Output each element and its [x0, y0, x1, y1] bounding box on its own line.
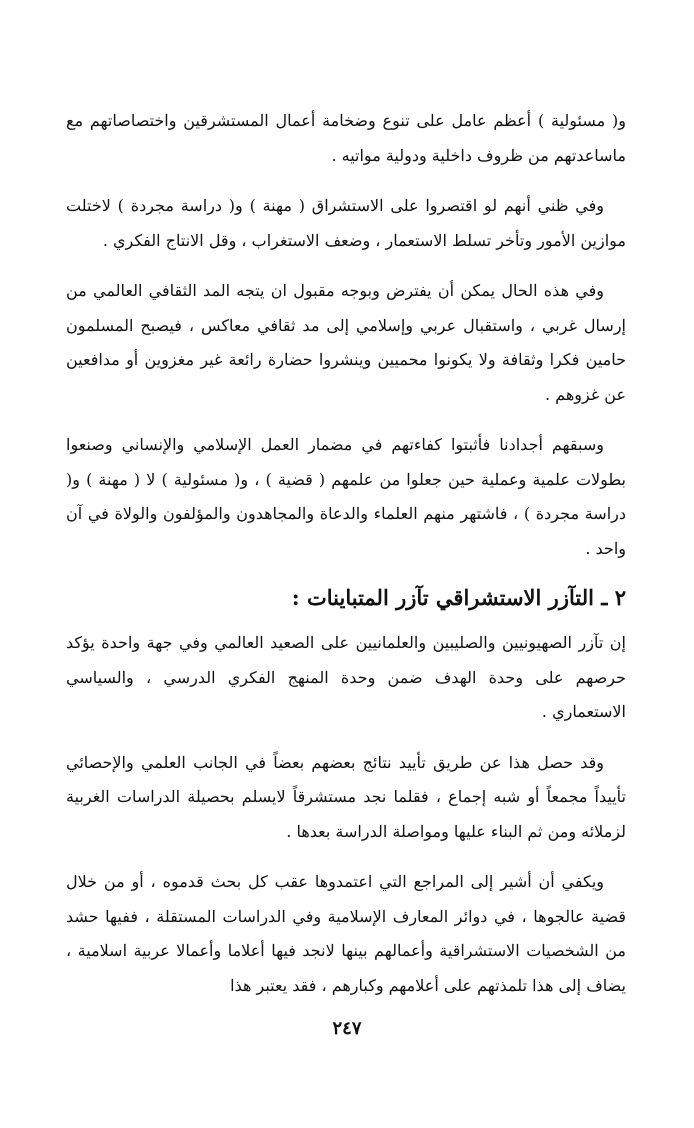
paragraph-1: و( مسئولية ) أعظم عامل على تنوع وضخامة أعمال المستشرقين واختصاصاتهم مع ماساعدتهم من ظروف داخلية ودولية مواتيه .	[66, 111, 626, 165]
paragraph-7: ويكفي أن أشير إلى المراجع التي اعتمدوها عقب كل بحث قدموه ، أو من خلال قضية عالجوها ، في دوائر المعارف الإسلامية وفي الدراسات المستقلة ، ففيها حشد من الشخصيات الاستشراقية وأعمالهم بينها لانجد فيها أعلاما وأعمالا عربية اسلامية ، يضاف إلى هذا تلمذتهم على أعلامهم وكبارهم ، فقد يعتبر هذا	[66, 872, 626, 995]
paragraph-4: وسبقهم أجدادنا فأثبتوا كفاءتهم في مضمار العمل الإسلامي والإنساني وصنعوا بطولات علمية وعملية حين جعلوا من علمهم ( قضية ) ، و( مسئولية ) لا ( مهنة ) و( دراسة مجردة ) ، فاشتهر منهم العلماء والدعاة والمجاهدون والمؤلفون والولاة في آن واحد .	[66, 435, 626, 558]
paragraph-6: وقد حصل هذا عن طريق تأييد نتائج بعضهم بعضاً في الجانب العلمي والإحصائي تأييداً مجمعاً أو شبه إجماع ، فقلما نجد مستشرقاً لايسلم بحصيلة الدراسات الغربية لزملائه ومن ثم البناء عليها ومواصلة الدراسة بعدها .	[66, 752, 626, 841]
paragraph-3: وفي هذه الحال يمكن أن يفترض وبوجه مقبول ان يتجه المد الثقافي العالمي من إرسال غربي ، واستقبال عربي وإسلامي إلى مد ثقافي معاكس ، فيصبح المسلمون حامين فكرا وثقافة ولا يكونوا محميين وينشروا حضارة رائعة غير مغزوين أو مدافعين عن غزوهم .	[66, 281, 626, 404]
page-number: ٢٤٧	[332, 1018, 362, 1039]
section-heading: ٢ ـ التآزر الاستشراقي تآزر المتباينات :	[291, 585, 626, 610]
paragraph-5: إن تآزر الصهيونيين والصليبين والعلمانيين على الصعيد العالمي وفي جهة واحدة يؤكد حرصهم على وحدة الهدف ضمن وحدة المنهج الفكري الدرسي ، والسياسي الاستعماري .	[66, 633, 626, 721]
page-body	[66, 104, 626, 1019]
paragraph-2: وفي ظني أنهم لو اقتصروا على الاستشراق ( مهنة ) و( دراسة مجردة ) لاختلت موازين الأمور وتأخر تسلط الاستعمار ، وضعف الاستغراب ، وقل الانتاج الفكري .	[66, 196, 626, 250]
